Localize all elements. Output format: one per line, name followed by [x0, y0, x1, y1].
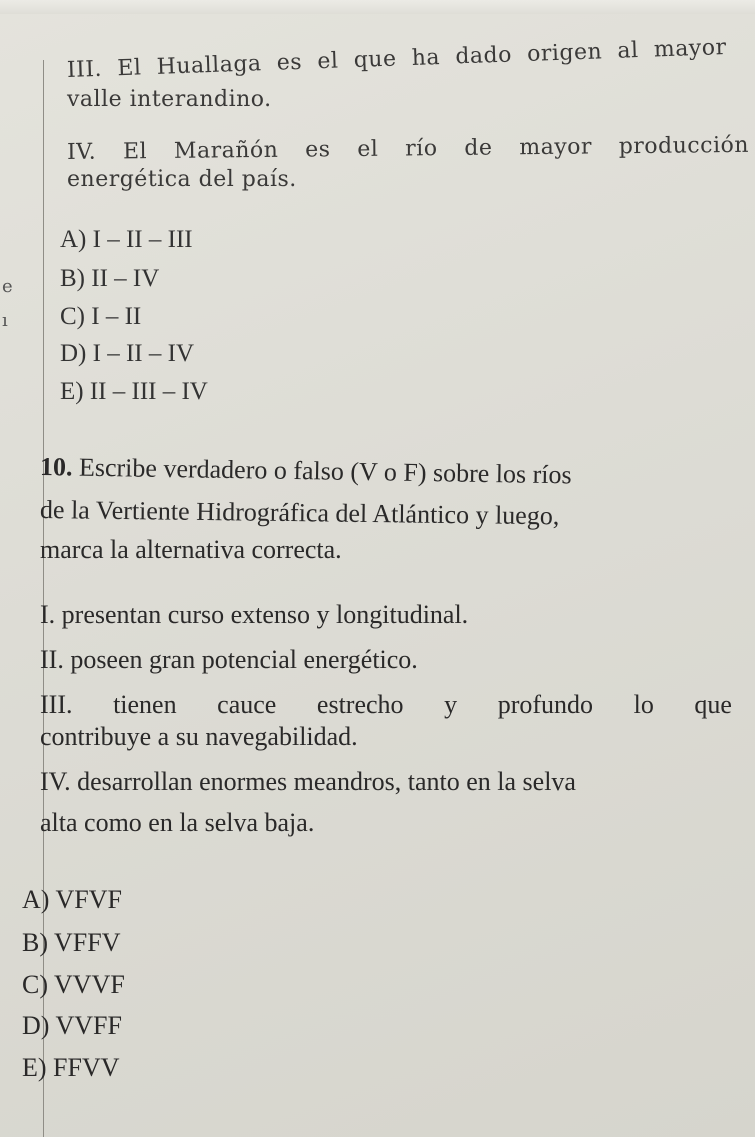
q10-stem-line2: de la Vertiente Hidrográfica del Atlántico y luego, — [39, 495, 560, 531]
word: mayor — [519, 134, 593, 161]
q10-option-b — [22, 928, 121, 958]
q9-option-a — [60, 226, 193, 254]
option-text: VVFF — [55, 1011, 122, 1040]
word: y — [444, 690, 458, 719]
word: al — [617, 38, 640, 64]
edge-mark: e — [2, 276, 13, 297]
word: El — [116, 55, 142, 82]
word: El — [122, 139, 148, 165]
word: estrecho — [316, 690, 404, 719]
option-letter: D) — [60, 340, 87, 367]
option-text: I – II — [91, 303, 142, 330]
option-text: I – II – III — [92, 226, 193, 253]
option-text: I – II – IV — [92, 340, 194, 367]
q10-stem-line3: marca la alternativa correcta. — [40, 535, 342, 564]
word: que — [353, 46, 397, 73]
option-letter: E) — [60, 378, 84, 405]
word: III. — [40, 690, 73, 719]
option-letter: A) — [22, 885, 50, 914]
q9-option-e — [60, 378, 208, 406]
word: río — [405, 136, 438, 162]
word: producción — [618, 132, 750, 160]
word: Marañón — [173, 137, 279, 164]
word: es — [276, 49, 303, 76]
q9-option-c — [60, 303, 141, 331]
option-text: II – III – IV — [89, 378, 208, 405]
option-text: II – IV — [91, 265, 160, 292]
option-text: VFVF — [55, 885, 122, 914]
word: que — [694, 690, 732, 719]
option-letter: D) — [22, 1011, 50, 1040]
q10-statement-iii-line2: contribuye a su navegabilidad. — [40, 722, 358, 751]
statement-iii-line2: valle interandino. — [67, 87, 272, 112]
q10-option-e — [22, 1053, 120, 1083]
q10-statement-iv-line2: alta como en la selva baja. — [40, 808, 315, 837]
option-text: FFVV — [53, 1053, 120, 1082]
word: el — [357, 136, 379, 162]
word: mayor — [653, 34, 727, 63]
option-letter: C) — [60, 303, 85, 330]
word: origen — [526, 39, 603, 67]
statement-iv-line2: energética del país. — [67, 167, 297, 192]
q10-option-c — [22, 970, 125, 1000]
statement-iii-line1 — [67, 35, 727, 83]
option-text: VFFV — [54, 928, 121, 957]
edge-mark: ı — [2, 310, 8, 331]
q10-statement-iii-line1 — [40, 690, 732, 720]
q10-statement-ii: II. poseen gran potencial energético. — [40, 645, 418, 674]
q10-stem-line1 — [40, 452, 572, 490]
page-top-edge — [0, 0, 755, 14]
word: lo — [633, 690, 654, 719]
option-letter: B) — [60, 265, 85, 292]
statement-iv-line1 — [67, 133, 749, 165]
word: Huallaga — [156, 51, 262, 80]
q10-option-a — [22, 885, 122, 915]
q9-option-d — [60, 340, 194, 368]
word: III. — [66, 56, 103, 83]
option-letter: B) — [22, 928, 48, 957]
option-letter: A) — [60, 226, 87, 253]
q10-statement-iv-line1: IV. desarrollan enormes meandros, tanto en la selva — [40, 767, 576, 796]
word: el — [316, 48, 339, 75]
q9-option-b — [60, 265, 159, 293]
word: profundo — [497, 690, 594, 719]
option-letter: C) — [22, 970, 48, 999]
word: de — [464, 135, 493, 161]
question-number: 10. — [39, 452, 73, 482]
word: tienen — [113, 690, 177, 719]
q10-option-d — [22, 1011, 122, 1041]
word: cauce — [217, 690, 277, 719]
word: es — [305, 137, 331, 163]
option-text: VVVF — [54, 970, 125, 999]
word: ha — [411, 44, 441, 71]
word: dado — [454, 42, 513, 70]
q10-statement-i: I. presentan curso extenso y longitudinal. — [40, 600, 469, 629]
word: IV. — [66, 139, 97, 165]
stem-text: Escribe verdadero o falso (V o F) sobre los ríos — [78, 452, 572, 490]
option-letter: E) — [22, 1053, 47, 1082]
